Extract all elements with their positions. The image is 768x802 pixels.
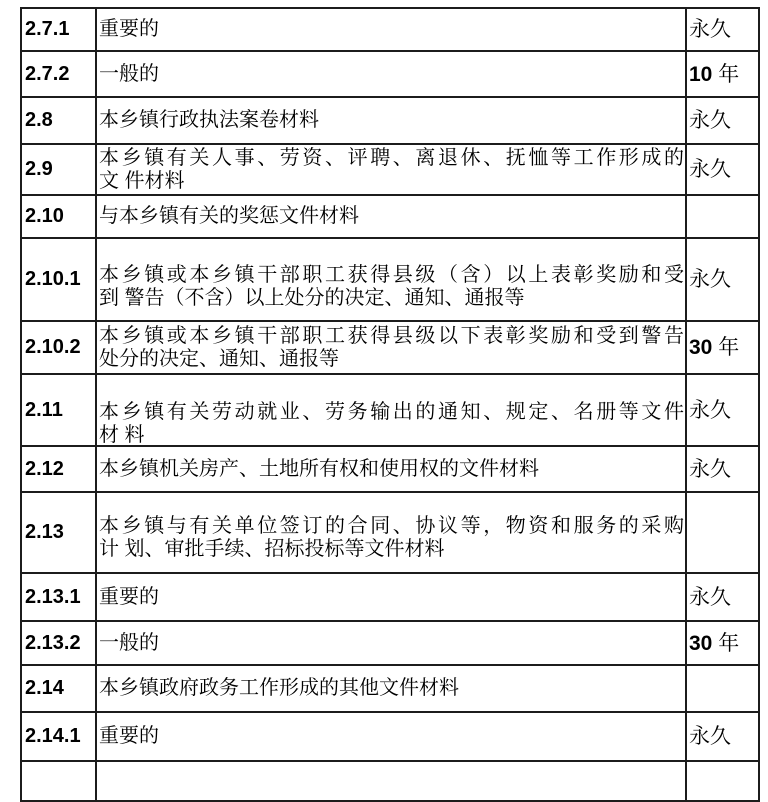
row-retention-cell — [687, 574, 758, 620]
row-code-cell — [22, 447, 97, 491]
row-retention: 30 年 — [689, 336, 740, 359]
row-description-cell — [97, 447, 687, 491]
row-code-cell — [22, 9, 97, 50]
row-description-cell — [97, 622, 687, 664]
table-row — [22, 98, 758, 145]
row-code-cell — [22, 713, 97, 760]
row-description-cell — [97, 239, 687, 320]
row-description-line: 处分的决定、通知、通报等 — [99, 347, 339, 370]
row-code: 2.10 — [25, 205, 64, 227]
row-retention-cell — [687, 666, 758, 711]
row-retention-cell — [687, 239, 758, 320]
row-description-line: 本乡镇有关劳动就业、劳务输出的通知、规定、名册等文件 — [99, 401, 684, 423]
table-row — [22, 622, 758, 666]
row-description-cell — [97, 666, 687, 711]
row-retention-cell — [687, 9, 758, 50]
row-retention: 永久 — [689, 457, 731, 481]
row-description-cell — [97, 322, 687, 373]
row-code-cell — [22, 145, 97, 194]
row-code-cell — [22, 375, 97, 445]
row-description-cell — [97, 52, 687, 96]
row-code: 2.13.2 — [25, 631, 81, 654]
table-row — [22, 145, 758, 196]
row-retention: 永久 — [689, 18, 731, 41]
row-description-line: 本乡镇机关房产、土地所有权和使用权的文件材料 — [99, 457, 539, 480]
row-code-cell — [22, 762, 97, 800]
row-retention: 永久 — [689, 585, 731, 609]
row-description-cell — [97, 493, 687, 572]
row-retention-cell — [687, 493, 758, 572]
row-code: 2.10.1 — [25, 268, 81, 290]
row-retention-cell — [687, 98, 758, 143]
row-code: 2.9 — [25, 158, 53, 180]
row-code-cell — [22, 666, 97, 711]
row-description-cell — [97, 713, 687, 760]
row-retention: 永久 — [689, 725, 731, 748]
row-code: 2.7.1 — [25, 18, 70, 40]
row-retention-cell — [687, 447, 758, 491]
row-description-line: 文 件材料 — [99, 169, 185, 192]
row-description-line: 本乡镇与有关单位签订的合同、协议等，物资和服务的采购 — [99, 514, 684, 537]
row-retention: 永久 — [689, 268, 731, 291]
row-code: 2.7.2 — [25, 62, 70, 85]
row-code-cell — [22, 322, 97, 373]
row-description-line: 重要的 — [99, 725, 159, 747]
row-description-cell — [97, 98, 687, 143]
row-description-cell — [97, 196, 687, 237]
row-retention-cell — [687, 762, 758, 800]
row-code: 2.14 — [25, 677, 64, 699]
table-row — [22, 375, 758, 447]
row-description-line: 本乡镇或本乡镇干部职工获得县级（含）以上表彰奖励和受 — [99, 263, 684, 286]
table-row — [22, 666, 758, 713]
row-retention-cell — [687, 196, 758, 237]
row-code-cell — [22, 98, 97, 143]
row-description-cell — [97, 145, 687, 194]
row-code-cell — [22, 196, 97, 237]
row-description-line: 一般的 — [99, 631, 159, 654]
row-retention: 永久 — [689, 109, 731, 132]
table-row — [22, 239, 758, 322]
row-retention-cell — [687, 322, 758, 373]
row-description-line: 本乡镇或本乡镇干部职工获得县级以下表彰奖励和受到警告 — [99, 324, 684, 347]
table-row — [22, 574, 758, 622]
row-retention: 永久 — [689, 398, 731, 422]
row-description-line: 一般的 — [99, 62, 159, 85]
table-row — [22, 447, 758, 493]
row-description-line: 本乡镇行政执法案卷材料 — [99, 109, 319, 131]
table-row — [22, 9, 758, 52]
row-code: 2.14.1 — [25, 725, 81, 747]
row-description-cell — [97, 574, 687, 620]
row-code-cell — [22, 52, 97, 96]
row-code: 2.13.1 — [25, 585, 81, 608]
row-retention-cell — [687, 622, 758, 664]
table-row — [22, 196, 758, 239]
row-retention: 10 年 — [689, 62, 740, 86]
retention-schedule-table — [20, 7, 760, 802]
row-code-cell — [22, 574, 97, 620]
row-code-cell — [22, 493, 97, 572]
row-retention-cell — [687, 713, 758, 760]
row-code: 2.12 — [25, 457, 64, 480]
row-retention-cell — [687, 52, 758, 96]
row-description-cell — [97, 375, 687, 445]
row-retention-cell — [687, 145, 758, 194]
table-row — [22, 52, 758, 98]
row-code: 2.10.2 — [25, 336, 81, 358]
table-row — [22, 493, 758, 574]
row-description-line: 本乡镇政府政务工作形成的其他文件材料 — [99, 677, 459, 699]
row-retention: 永久 — [689, 158, 731, 181]
row-description-cell — [97, 762, 687, 800]
row-code-cell — [22, 622, 97, 664]
row-description-line: 本乡镇有关人事、劳资、评聘、离退休、抚恤等工作形成的 — [99, 146, 684, 169]
row-code: 2.8 — [25, 109, 53, 131]
table-row — [22, 713, 758, 762]
row-code: 2.11 — [25, 398, 63, 421]
row-code-cell — [22, 239, 97, 320]
row-description-cell — [97, 9, 687, 50]
row-code: 2.13 — [25, 521, 64, 543]
row-description-line: 到 警告（不含）以上处分的决定、通知、通报等 — [99, 286, 525, 309]
row-description-line: 重要的 — [99, 18, 159, 40]
table-row — [22, 322, 758, 375]
row-description-line: 材 料 — [99, 424, 145, 445]
row-description-line: 计 划、审批手续、招标投标等文件材料 — [99, 537, 445, 560]
row-retention: 30 年 — [689, 631, 740, 655]
table-row — [22, 762, 758, 802]
row-description-line: 重要的 — [99, 585, 159, 608]
row-retention-cell — [687, 375, 758, 445]
row-description-line: 与本乡镇有关的奖惩文件材料 — [99, 205, 359, 227]
